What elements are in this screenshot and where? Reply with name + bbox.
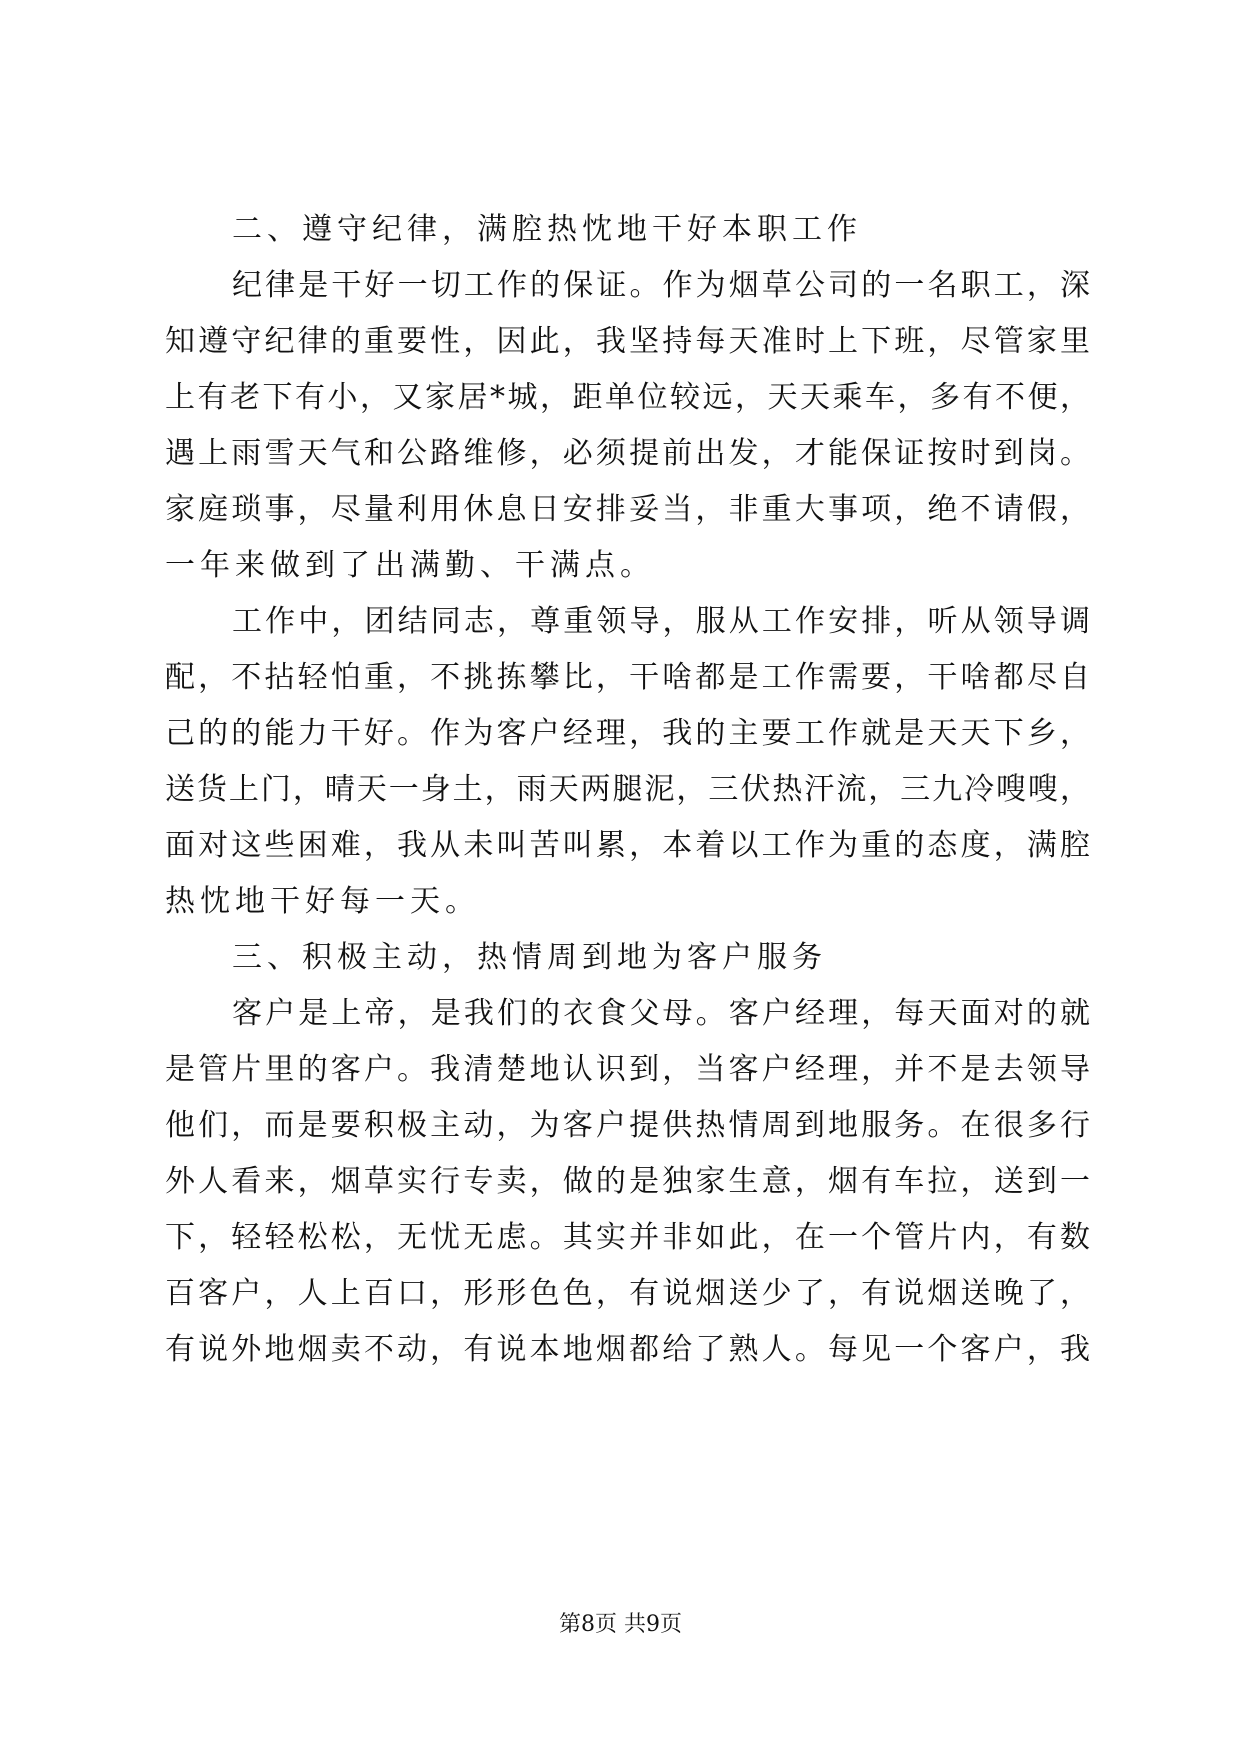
paragraph-line: 热忱地干好每一天。 xyxy=(165,884,480,919)
paragraph-line: 上有老下有小，又家居*城，距单位较远，天天乘车，多有不便， xyxy=(165,380,1090,415)
paragraph-line: 己的的能力干好。作为客户经理，我的主要工作就是天天下乡， xyxy=(165,716,1090,751)
section-heading-3: 三、积极主动，热情周到地为客户服务 xyxy=(232,940,827,975)
paragraph-line: 遇上雨雪天气和公路维修，必须提前出发，才能保证按时到岗。 xyxy=(165,436,1090,471)
paragraph-line: 面对这些困难，我从未叫苦叫累，本着以工作为重的态度，满腔 xyxy=(165,828,1090,863)
paragraph-line: 外人看来，烟草实行专卖，做的是独家生意，烟有车拉，送到一 xyxy=(165,1164,1090,1199)
page-number-footer: 第8页 共9页 xyxy=(559,1612,682,1637)
paragraph-line: 配，不拈轻怕重，不挑拣攀比，干啥都是工作需要，干啥都尽自 xyxy=(165,660,1090,695)
paragraph-line: 纪律是干好一切工作的保证。作为烟草公司的一名职工，深 xyxy=(232,268,1090,303)
paragraph-line: 百客户，人上百口，形形色色，有说烟送少了，有说烟送晚了， xyxy=(165,1276,1090,1311)
section-heading-2: 二、遵守纪律，满腔热忱地干好本职工作 xyxy=(232,212,862,247)
paragraph-line: 家庭琐事，尽量利用休息日安排妥当，非重大事项，绝不请假， xyxy=(165,492,1090,527)
paragraph-line: 送货上门，晴天一身土，雨天两腿泥，三伏热汗流，三九冷嗖嗖， xyxy=(165,772,1090,807)
paragraph-line: 一年来做到了出满勤、干满点。 xyxy=(165,548,655,583)
paragraph-line: 知遵守纪律的重要性，因此，我坚持每天准时上下班，尽管家里 xyxy=(165,324,1090,359)
paragraph-line: 是管片里的客户。我清楚地认识到，当客户经理，并不是去领导 xyxy=(165,1052,1090,1087)
paragraph-line: 工作中，团结同志，尊重领导，服从工作安排，听从领导调 xyxy=(232,604,1090,639)
paragraph-line: 客户是上帝，是我们的衣食父母。客户经理，每天面对的就 xyxy=(232,996,1090,1031)
paragraph-line: 他们，而是要积极主动，为客户提供热情周到地服务。在很多行 xyxy=(165,1108,1090,1143)
paragraph-line: 下，轻轻松松，无忧无虑。其实并非如此，在一个管片内，有数 xyxy=(165,1220,1090,1255)
paragraph-line: 有说外地烟卖不动，有说本地烟都给了熟人。每见一个客户，我 xyxy=(165,1332,1090,1367)
